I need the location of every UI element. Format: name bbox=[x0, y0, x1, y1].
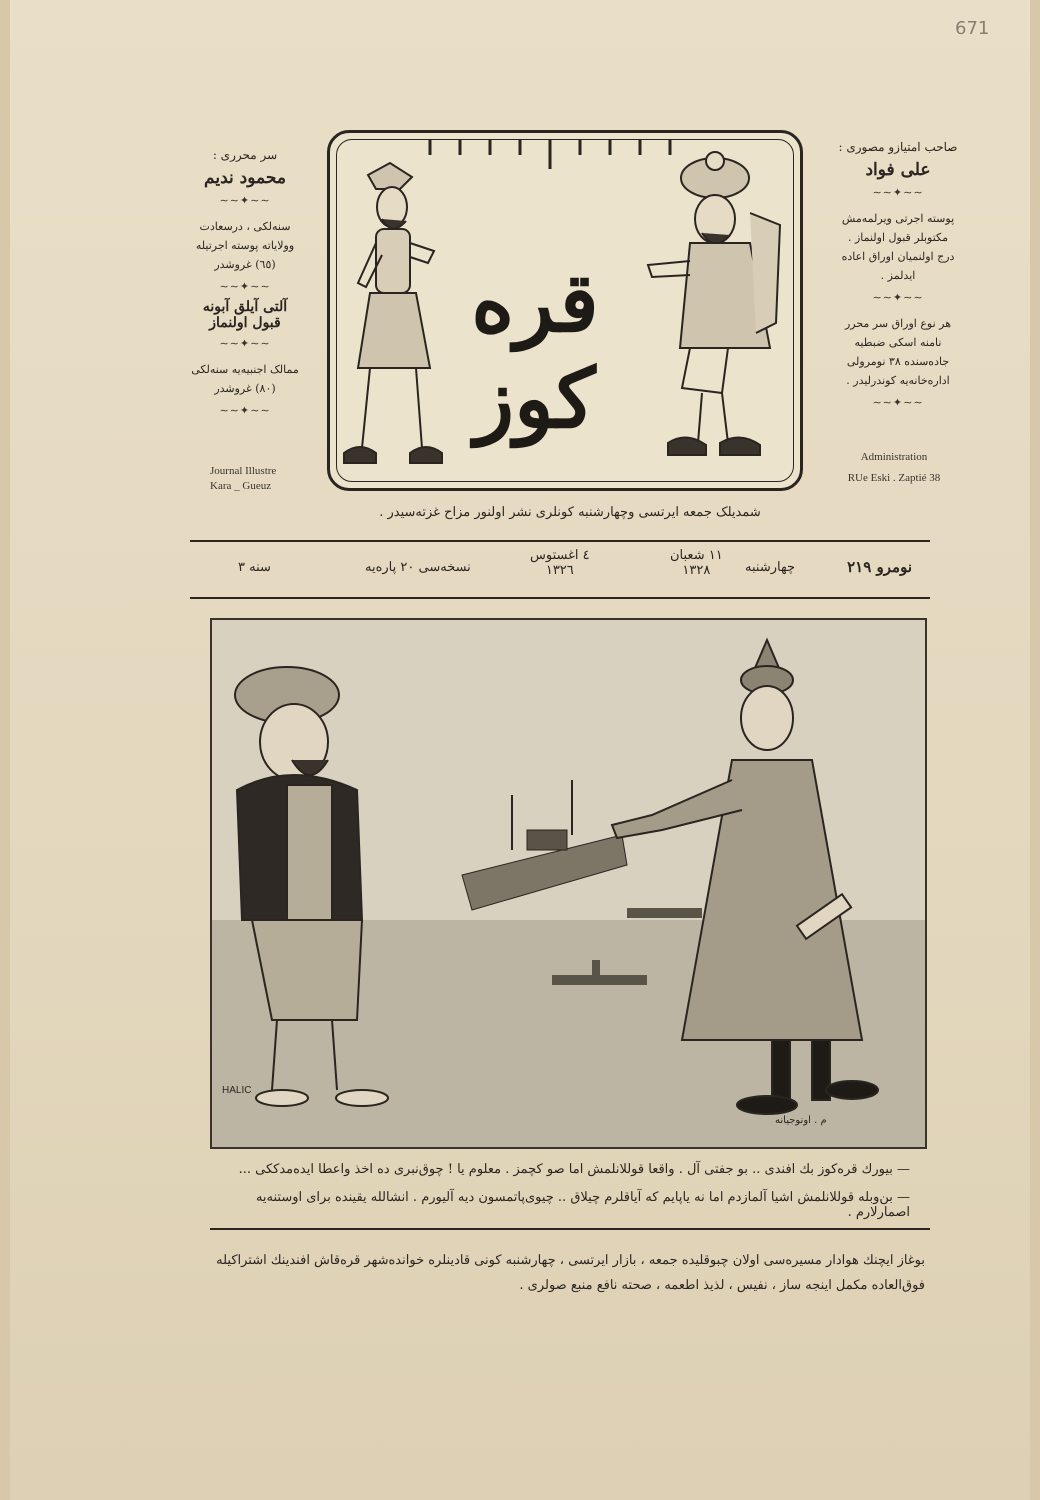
advertisement-line-2: فوق‌العاده مكمل اینجه ساز ، نفیس ، لذیذ اطعمه ، صحته نافع منبع صولری . bbox=[519, 1278, 925, 1293]
issue-day: چهارشنبه bbox=[745, 560, 795, 575]
ornament-divider: ∽∽✦∽∽ bbox=[219, 337, 271, 350]
ornament-divider: ∽∽✦∽∽ bbox=[219, 280, 271, 293]
monthly-subscription-text: آلتی آیلق آبونه قبول اولنماز bbox=[202, 299, 288, 331]
correspondence-notice: هر نوع اوراق سر محرر نامنه اسکی ضبطیه جاده‌سنده ٣٨ نومرولی اداره‌خانه‌یه کوندرلیدر . bbox=[844, 317, 952, 387]
ornament-divider: ∽∽✦∽∽ bbox=[872, 186, 924, 199]
caption-line-2: — بن‌وبله قوللانلمش اشیا آلمازدم اما نه یاپایم كه آیاقلرم چیلاق .. چیوی‌پاتمسون دیه آلیورم . انشالله یقینده برای اوستنه‌یه اصمارلارم . bbox=[255, 1190, 910, 1220]
owner-label: صاحب امتیازو مصوری : bbox=[838, 140, 958, 154]
artist-signature: HALIC bbox=[222, 1085, 252, 1096]
karagoz-puppet-icon bbox=[648, 152, 780, 455]
foreign-subscription-text: ممالک اجنبیه‌یه سنه‌لکی (٨٠) غروشدر bbox=[191, 363, 299, 395]
editor-label: سر محرری : bbox=[212, 148, 278, 162]
caption-line-1: — بیورك قره‌كوز بك افندی .. بو جفتی آل . واقعا قوللانلمش اما صو كچمز . معلوم یا ! چوق‌نبری ده اخذ واعطا ایده‌مدككی ... bbox=[238, 1162, 910, 1177]
editor-name: محمود ندیم bbox=[204, 168, 286, 188]
curtain-tassels-icon bbox=[430, 139, 670, 169]
latin-title-line2: Kara _ Gueuz bbox=[210, 480, 272, 492]
rumi-date-line1: ٤ اغستوس bbox=[530, 548, 590, 563]
hijri-date-line2: ١٣٢٨ bbox=[682, 563, 711, 578]
engraver-signature: م . اونوجیانه bbox=[775, 1115, 827, 1126]
subscription-text: سنه‌لکی ، درسعادت وولایاته پوسته اجرتیله (٦٥) غروشدر bbox=[195, 220, 295, 271]
page-edge-right bbox=[1030, 0, 1040, 1500]
advertisement-line-1: بوغاز ایچنك هوادار مسیره‌سی اولان چبوقلیده جمعه ، بازار ایرتسی ، چهارشنبه كونی قادینلره خوانده‌شهر قره‌قاش افندینك اشتراكیله bbox=[216, 1253, 925, 1268]
ornament-divider: ∽∽✦∽∽ bbox=[219, 194, 271, 207]
masthead-left-column bbox=[190, 148, 300, 423]
hijri-date bbox=[670, 548, 723, 578]
postage-notice: پوسته اجرتی ویرلمه‌مش مکتوبلر قبول اولنماز . درج اولنمیان اوراق اعاده ایدلمز . bbox=[841, 212, 955, 282]
archive-number: 671 bbox=[955, 18, 990, 39]
ornament-divider: ∽∽✦∽∽ bbox=[219, 404, 271, 417]
admin-label: Administration bbox=[860, 451, 928, 463]
issue-year: سنه ٣ bbox=[238, 560, 271, 575]
masthead-right-column bbox=[838, 140, 958, 415]
masthead-logo-title: قره کوز bbox=[471, 255, 599, 447]
rumi-date bbox=[530, 548, 590, 578]
page-edge-left bbox=[0, 0, 10, 1500]
issue-price: نسخه‌سی ٢٠ پاره‌یه bbox=[365, 560, 471, 575]
admin-address: RUe Eski . Zaptié 38 bbox=[847, 472, 941, 484]
ornament-divider: ∽∽✦∽∽ bbox=[872, 396, 924, 409]
latin-title-line1: Journal Illustre bbox=[210, 465, 277, 477]
section-rule bbox=[210, 1228, 930, 1230]
latin-journal-title bbox=[210, 464, 276, 494]
rumi-date-line2: ١٣٢٦ bbox=[545, 563, 574, 578]
issue-info-bar bbox=[190, 540, 930, 599]
ornament-divider: ∽∽✦∽∽ bbox=[872, 291, 924, 304]
cartoon-illustration bbox=[210, 618, 927, 1149]
hijri-date-line1: ١١ شعبان bbox=[670, 548, 723, 563]
strap-line: شمدیلک جمعه ایرتسی وچهارشنبه کونلری نشر اولنور مزاح غزته‌سیدر . bbox=[379, 505, 761, 520]
administration-block bbox=[829, 447, 959, 489]
advertisement-block bbox=[200, 1248, 925, 1298]
cartoon-scene bbox=[212, 620, 925, 1147]
issue-number: نومرو ٢١٩ bbox=[847, 558, 912, 576]
owner-name: علی فواد bbox=[865, 160, 931, 180]
